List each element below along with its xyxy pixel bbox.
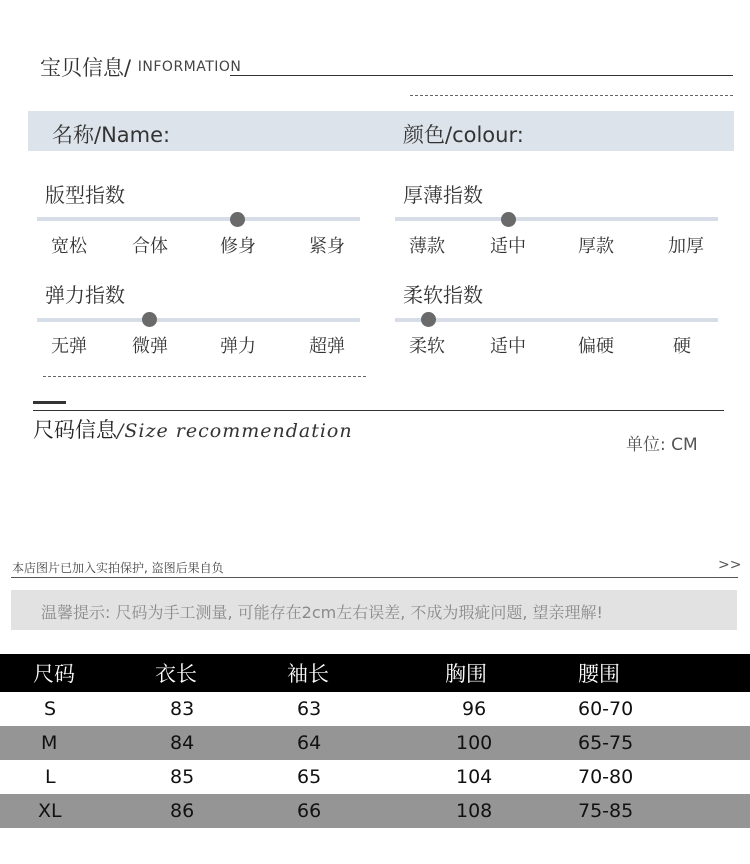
thickness-option-thin: 薄款: [409, 236, 445, 257]
cell-chest: 96: [462, 698, 487, 720]
header-waist: 腰围: [578, 654, 750, 692]
cell-sleeve: 64: [287, 726, 445, 760]
elasticity-index-knob: [142, 312, 157, 327]
index-dashed-divider: [43, 376, 366, 377]
measurement-tip: 温馨提示: 尺码为手工测量, 可能存在2cm左右误差, 不成为瑕疵问题, 望亲理解!: [41, 603, 603, 622]
elasticity-option-stretch: 弹力: [220, 336, 256, 357]
elasticity-option-none: 无弹: [51, 336, 87, 357]
table-row: [0, 794, 750, 828]
elasticity-index-title: 弹力指数: [45, 283, 125, 307]
info-dashed-divider: [410, 95, 733, 96]
softness-option-soft: 柔软: [409, 336, 445, 357]
softness-index-knob: [421, 312, 436, 327]
size-title-cn: 尺码信息: [33, 418, 117, 442]
thickness-option-medium: 适中: [490, 236, 526, 257]
cell-waist: 65-75: [578, 726, 750, 760]
cell-size: XL: [0, 794, 155, 828]
cell-waist: 60-70: [578, 698, 634, 720]
thickness-option-thick: 厚款: [578, 236, 614, 257]
elasticity-index-slider: [37, 318, 360, 322]
softness-option-medium: 适中: [490, 336, 526, 357]
fit-option-tight: 紧身: [309, 236, 345, 257]
header-chest: 胸围: [445, 654, 578, 692]
cell-size: M: [0, 726, 155, 760]
cell-waist: 70-80: [578, 766, 634, 788]
cell-size: S: [44, 698, 57, 720]
softness-option-hard: 硬: [673, 336, 691, 357]
thickness-index-knob: [501, 212, 516, 227]
fit-index-title: 版型指数: [45, 183, 125, 207]
more-arrow-icon: >>: [718, 557, 742, 573]
header-sleeve: 袖长: [287, 654, 445, 692]
cell-sleeve: 63: [297, 698, 322, 720]
copyright-notice: 本店图片已加入实拍保护, 盗图后果自负: [12, 561, 224, 575]
cell-sleeve: 65: [297, 766, 322, 788]
cell-size: L: [45, 766, 56, 788]
fit-option-regular: 合体: [132, 236, 168, 257]
fit-option-slim: 修身: [220, 236, 256, 257]
cell-sleeve: 66: [287, 794, 445, 828]
size-section-title: [33, 414, 353, 444]
fit-option-loose: 宽松: [51, 236, 87, 257]
notice-rule: [11, 577, 738, 578]
header-length: 衣长: [155, 654, 287, 692]
cell-chest: 104: [456, 766, 493, 788]
size-title-rule: [33, 410, 724, 411]
softness-index-title: 柔软指数: [403, 283, 483, 307]
size-table-header: [0, 654, 750, 692]
info-title-cn: 宝贝信息/: [40, 56, 132, 80]
fit-index-slider: [37, 217, 360, 221]
table-row: [0, 692, 750, 726]
softness-option-firm: 偏硬: [578, 336, 614, 357]
fit-index-knob: [230, 212, 245, 227]
cell-chest: 100: [445, 726, 578, 760]
softness-index-slider: [395, 318, 718, 322]
info-section-title: [40, 52, 241, 82]
elasticity-option-slight: 微弹: [132, 336, 168, 357]
size-table: [0, 654, 750, 828]
thickness-option-extra-thick: 加厚: [668, 236, 704, 257]
cell-length: 83: [170, 698, 195, 720]
thickness-index-slider: [395, 217, 718, 221]
measurement-tip-bar: [11, 590, 737, 630]
cell-length: 84: [155, 726, 287, 760]
info-title-en: INFORMATION: [137, 59, 242, 75]
cell-length: 85: [170, 766, 195, 788]
name-colour-bar: [28, 111, 734, 151]
colour-label: 颜色/colour:: [403, 123, 524, 147]
cell-length: 86: [155, 794, 287, 828]
elasticity-option-super: 超弹: [309, 336, 345, 357]
name-label: 名称/Name:: [52, 123, 171, 147]
thickness-index-title: 厚薄指数: [403, 183, 483, 207]
size-title-accent: [33, 401, 66, 404]
table-row: [0, 760, 750, 794]
unit-label: 单位: CM: [626, 435, 698, 455]
cell-waist: 75-85: [578, 794, 750, 828]
header-size: 尺码: [0, 654, 155, 692]
cell-chest: 108: [445, 794, 578, 828]
info-title-underline: [230, 75, 733, 76]
table-row: [0, 726, 750, 760]
size-title-en: /Size recommendation: [117, 420, 353, 442]
